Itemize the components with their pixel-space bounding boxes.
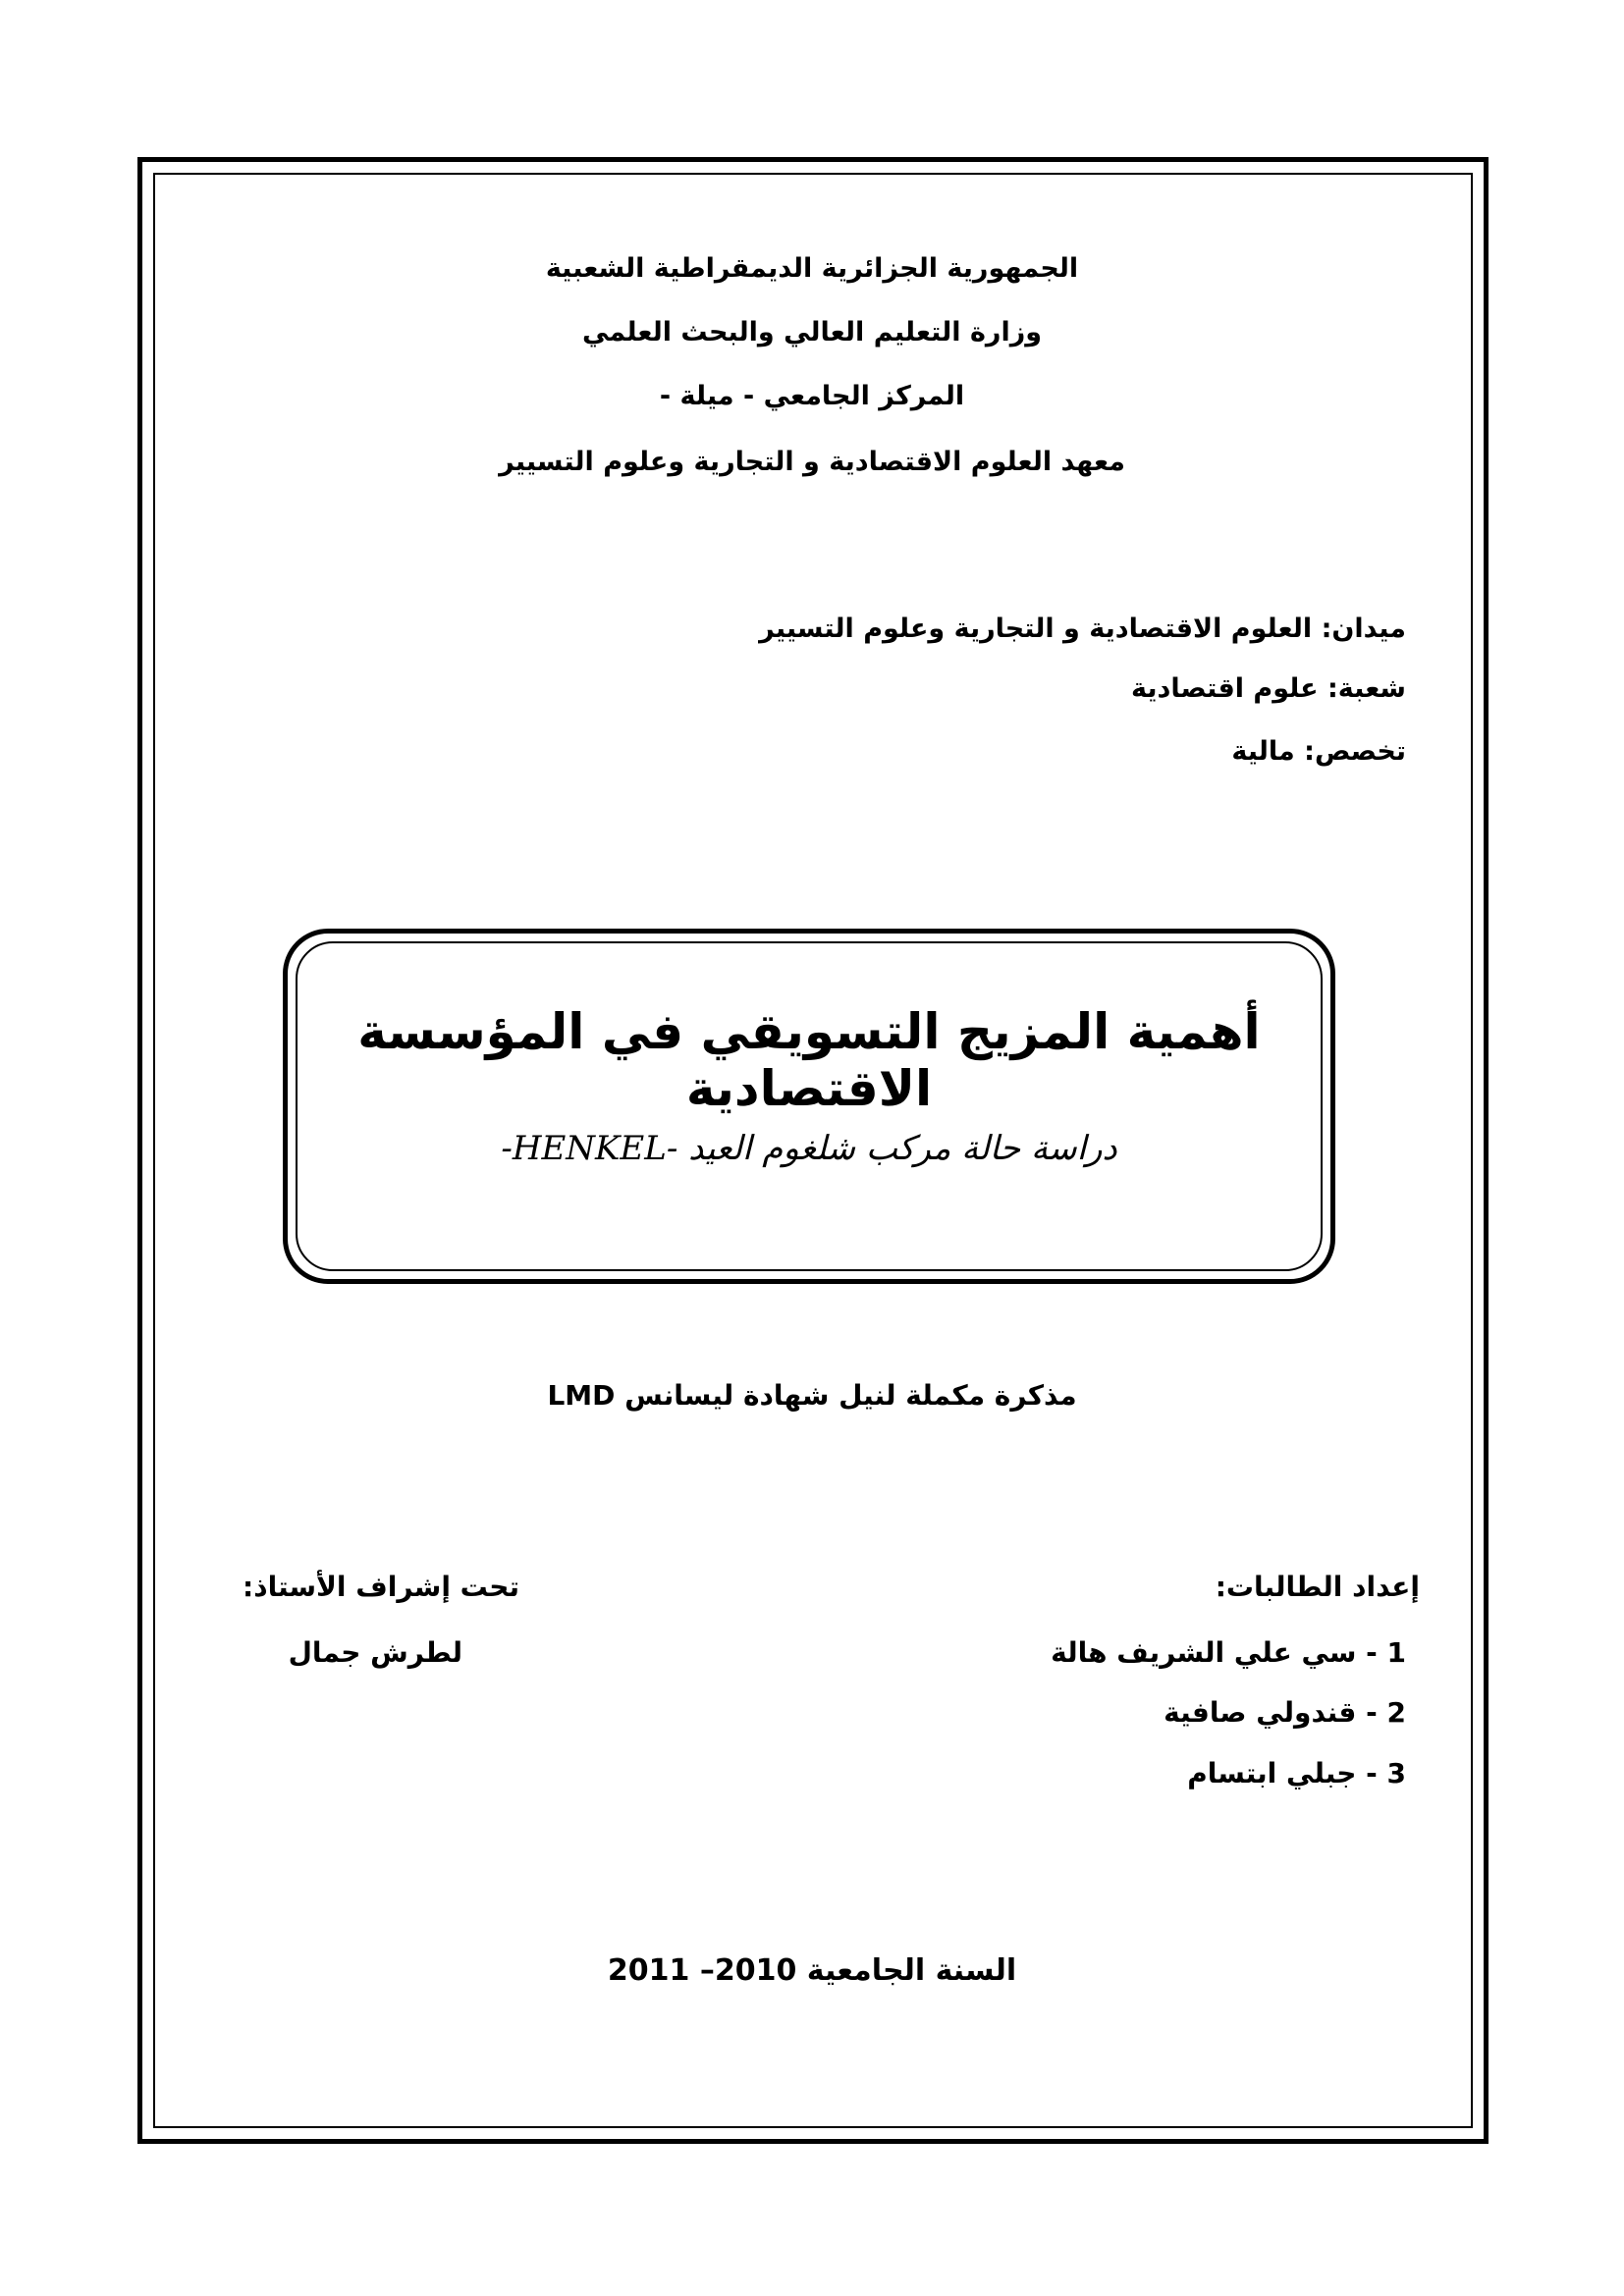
student-item-3: 3 - جبلي ابتسام xyxy=(1187,1757,1406,1789)
degree-statement: مذكرة مكملة لنيل شهادة ليسانس LMD xyxy=(547,1379,1077,1412)
header-republic: الجمهورية الجزائرية الديمقراطية الشعبية xyxy=(545,253,1079,284)
thesis-subtitle: دراسة حالة مركب شلغوم العيد -HENKEL- xyxy=(501,1129,1117,1168)
field-branch: شعبة: علوم اقتصادية xyxy=(1130,673,1406,704)
student-item-1: 1 - سي علي الشريف هالة xyxy=(1051,1636,1406,1669)
field-specialty: تخصص: مالية xyxy=(1231,736,1406,767)
supervisor-name: لطرش جمال xyxy=(288,1636,462,1669)
academic-year: السنة الجامعية 2010– 2011 xyxy=(607,1953,1017,1988)
header-institute: معهد العلوم الاقتصادية و التجارية وعلوم التسيير xyxy=(499,447,1125,477)
header-ministry: وزارة التعليم العالي والبحث العلمي xyxy=(581,317,1043,347)
supervisor-label: تحت إشراف الأستاذ: xyxy=(243,1571,519,1603)
students-label: إعداد الطالبات: xyxy=(1215,1571,1420,1603)
student-item-2: 2 - قندولي صافية xyxy=(1164,1696,1406,1729)
thesis-title: أهمية المزيج التسويقي في المؤسسة الاقتصادية xyxy=(357,1003,1261,1117)
field-domain: ميدان: العلوم الاقتصادية و التجارية وعلوم التسيير xyxy=(759,614,1406,644)
header-university-center: المركز الجامعي - ميلة - xyxy=(659,381,965,411)
